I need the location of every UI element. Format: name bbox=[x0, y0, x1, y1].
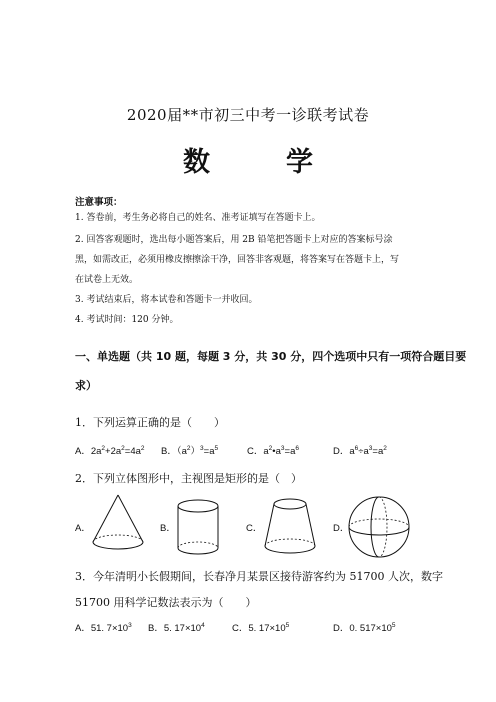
q3-stem-line-2: 51700 用科学记数法表示为（ ） bbox=[75, 596, 257, 609]
q3-option-b: B．5. $17\times 10^4$ bbox=[148, 622, 205, 634]
subject-char-2: 学 bbox=[286, 147, 313, 178]
q3-option-a: A．51. $7\times 10^3$ bbox=[75, 622, 132, 634]
exam-title: 2020届**市初三中考一诊联考试卷 bbox=[126, 106, 370, 124]
q2-label-d: D． bbox=[333, 523, 350, 534]
notes-heading: 注意事项： bbox=[75, 197, 123, 208]
q3-stem-line-1: 3．今年清明小长假期间，长春净月某景区接待游客约为 51700 人次，数字 bbox=[75, 570, 443, 583]
q2-stem: 2．下列立体图形中，主视图是矩形的是（ ） bbox=[75, 472, 302, 485]
q1-option-a: A．$2a^2+2a^2=4a^2$ bbox=[75, 445, 145, 457]
q2-label-b: B． bbox=[160, 523, 176, 534]
q3-option-d: D．0. $517\times 10^5$ bbox=[333, 622, 396, 634]
sphere-icon bbox=[346, 494, 412, 560]
note-line-1: 1. 答卷前，考生务必将自己的姓名、准考证填写在答题卡上。 bbox=[75, 213, 321, 223]
cone-icon bbox=[88, 492, 148, 558]
q2-label-a: A． bbox=[75, 523, 91, 534]
section-heading-line-1: 一、单选题（共 10 题，每题 3 分，共 30 分，四个选项中只有一项符合题目要 bbox=[75, 350, 467, 363]
note-line-4: 在试卷上无效。 bbox=[75, 275, 139, 285]
q3-option-c: C．5. $17\times 10^5$ bbox=[232, 622, 290, 634]
subject-title bbox=[0, 140, 496, 179]
subject-char-1: 数 bbox=[183, 147, 210, 178]
frustum-icon bbox=[262, 496, 318, 556]
q1-option-b: B．$(a^2)^3=a^5$ bbox=[161, 445, 219, 457]
q1-option-d: D．$a^6\div a^3=a^2$ bbox=[333, 445, 387, 457]
q2-label-c: C． bbox=[246, 523, 263, 534]
note-line-5: 3. 考试结束后，将本试卷和答题卡一并收回。 bbox=[75, 295, 258, 305]
cylinder-icon bbox=[175, 498, 221, 558]
note-line-6: 4. 考试时间：120 分钟。 bbox=[75, 315, 179, 325]
note-line-2: 2. 回答客观题时，选出每小题答案后，用 2B 铅笔把答题卡上对应的答案标号涂 bbox=[75, 235, 393, 245]
q1-stem: 1．下列运算正确的是（ ） bbox=[75, 416, 225, 429]
note-line-3: 黑，如需改正，必须用橡皮擦擦涂干净，回答非客观题，将答案写在答题卡上，写 bbox=[75, 255, 400, 265]
q1-option-c: C．$a^2•a^3=a^6$ bbox=[247, 445, 299, 457]
section-heading-line-2: 求） bbox=[75, 379, 97, 392]
